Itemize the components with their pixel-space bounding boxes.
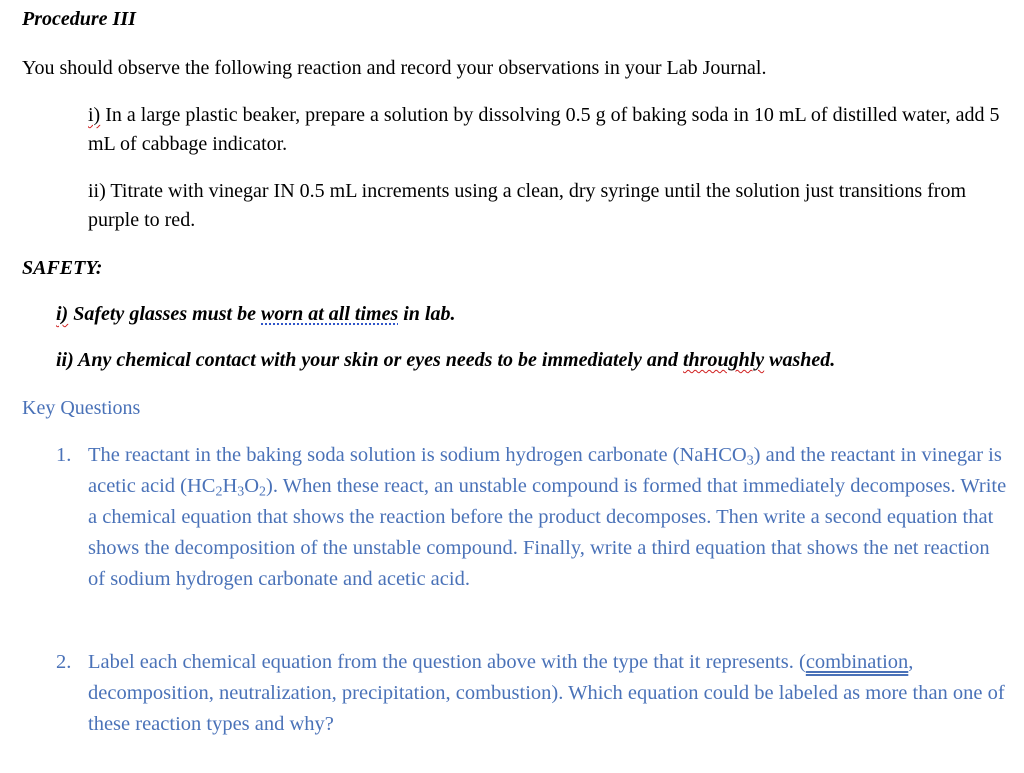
question-2-number: 2. [56, 651, 72, 673]
procedure-step-1 [88, 101, 1008, 159]
q2-underlined: combination [805, 651, 909, 673]
step-1-marker: i) [88, 104, 101, 126]
q1-sub-1: 3 [746, 453, 754, 469]
procedure-intro: You should observe the following reaction and record your observations in your Lab Journal. [22, 57, 767, 79]
question-1 [56, 440, 1008, 595]
question-1-text [88, 440, 1008, 595]
q2-part-after: , decomposition, neutralization, precipitation, combustion). Which equation could be labeled as more than one of these reaction types and why? [88, 651, 1005, 735]
key-questions-heading: Key Questions [22, 397, 141, 419]
step-2-text: Titrate with vinegar IN 0.5 mL increments using a clean, dry syringe until the solution just transitions from purple to red. [88, 180, 967, 231]
safety-item-2 [56, 347, 835, 373]
safety-item-1-text-after: in lab. [398, 303, 456, 325]
safety-item-2-misspelled: throughly [683, 349, 765, 371]
question-2-text [88, 647, 1008, 740]
procedure-heading: Procedure III [22, 8, 136, 30]
safety-item-2-text-after: washed. [764, 349, 836, 371]
safety-item-2-text-before: ii) Any chemical contact with your skin or eyes needs to be immediately and [56, 349, 683, 371]
safety-item-1-underlined: worn at all times [261, 303, 399, 325]
q1-part-3: H [222, 475, 238, 497]
q1-sub-4: 2 [259, 484, 267, 500]
safety-item-1 [56, 301, 456, 327]
safety-item-1-text-before: Safety glasses must be [68, 303, 261, 325]
step-1-text: In a large plastic beaker, prepare a solution by dissolving 0.5 g of baking soda in 10 mL of distilled water, add 5 mL of cabbage indicator. [88, 104, 1000, 155]
procedure-step-2 [88, 177, 1008, 235]
step-2-marker: ii) [88, 180, 106, 202]
q1-part-5: ). When these react, an unstable compound is formed that immediately decomposes. Write a chemical equation that shows the reaction before the product decomposes. Then write a second equation that shows the decomposition of the unstable compound. Finally, write a third equation that shows the net reaction of sodium hydrogen carbonate and acetic acid. [88, 475, 1007, 590]
q1-part-4: O [244, 475, 260, 497]
question-1-number: 1. [56, 444, 72, 466]
question-2 [56, 647, 1008, 740]
q1-sub-2: 2 [215, 484, 223, 500]
safety-heading: SAFETY: [22, 257, 103, 279]
q2-part-before: Label each chemical equation from the question above with the type that it represents. ( [88, 651, 806, 673]
q1-part-1: The reactant in the baking soda solution is sodium hydrogen carbonate (NaHCO [88, 444, 747, 466]
safety-item-1-marker: i) [56, 303, 69, 325]
q1-sub-3: 3 [237, 484, 245, 500]
q1-part-2: ) and the reactant in vinegar is acetic acid (HC [88, 444, 1002, 497]
